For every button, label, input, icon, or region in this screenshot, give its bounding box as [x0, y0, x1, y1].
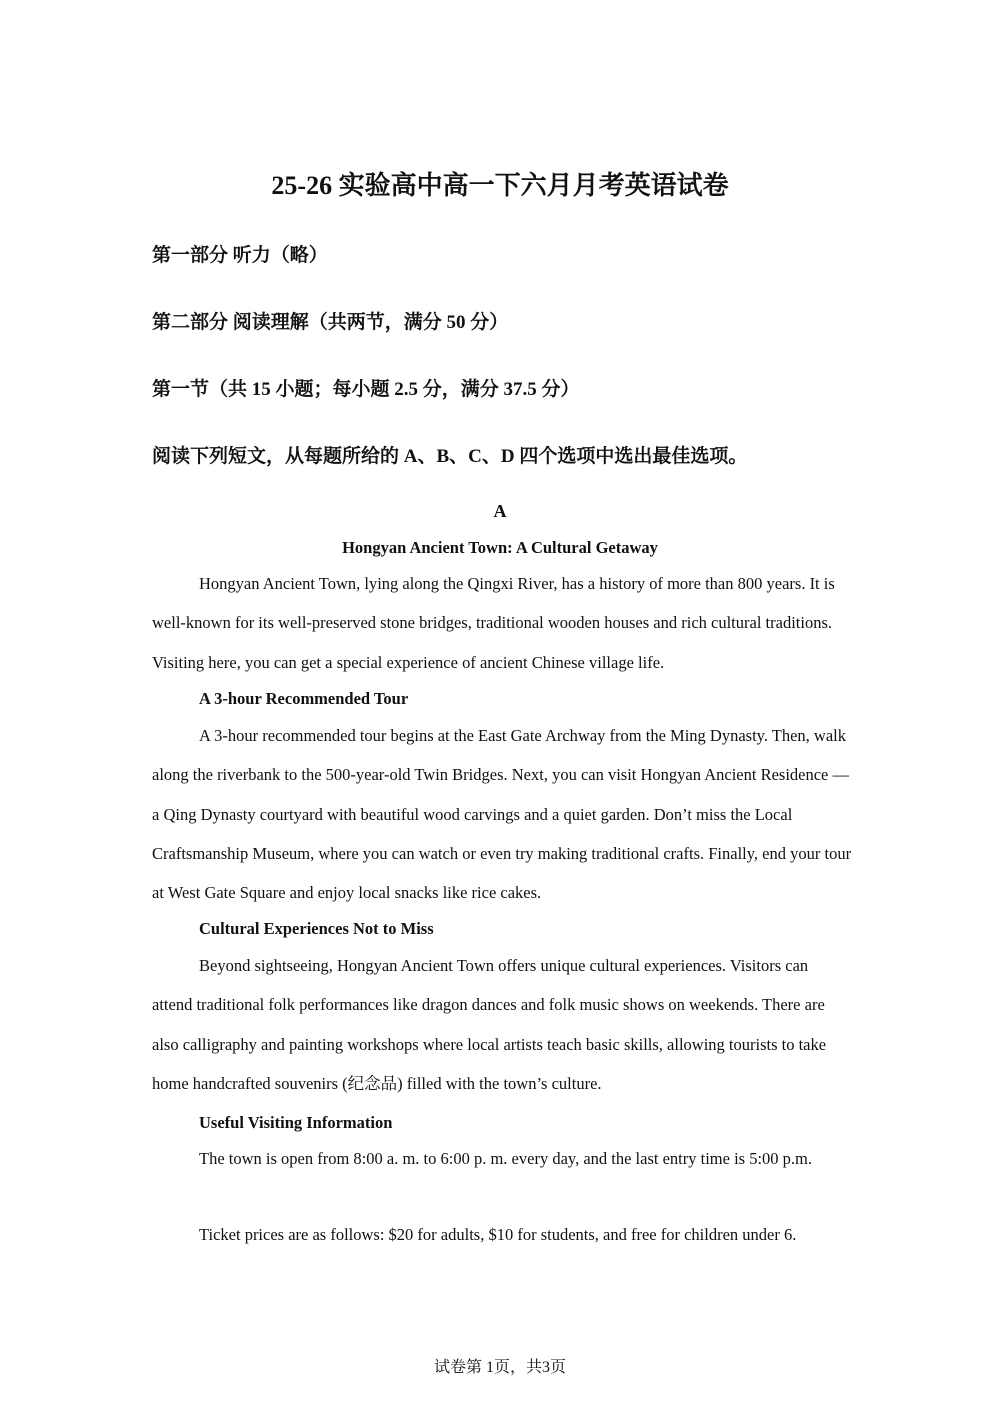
info-heading: Useful Visiting Information — [199, 1113, 393, 1132]
exam-title: 25-26 实验高中高一下六月月考英语试卷 — [271, 171, 729, 200]
culture-paragraph: Beyond sightseeing, Hongyan Ancient Town offers unique cultural experiences. Visitors can attend traditional folk performances like dragon dances and folk music shows on weekends. There are also calligraphy and painting workshops where local artists teach basic skills, allowing tourists to take home handcrafted souvenirs (纪念品) filled with the town’s culture. — [152, 956, 827, 1093]
info-hours-paragraph: The town is open from 8:00 a. m. to 6:00 p. m. every day, and the last entry time is 5:00 p.m. — [199, 1149, 812, 1168]
section1-heading: 第一节（共 15 小题；每小题 2.5 分，满分 37.5 分） — [152, 379, 580, 400]
culture-heading: Cultural Experiences Not to Miss — [199, 919, 434, 938]
part2-heading: 第二部分 阅读理解（共两节，满分 50 分） — [152, 312, 509, 333]
passage-letter: A — [493, 501, 507, 521]
instruction-text: 阅读下列短文，从每题所给的 A、B、C、D 四个选项中选出最佳选项。 — [152, 446, 748, 467]
page-footer: 试卷第 1页，共3页 — [433, 1359, 566, 1376]
tour-heading: A 3-hour Recommended Tour — [199, 689, 409, 708]
part1-heading: 第一部分 听力（略） — [152, 245, 328, 266]
info-tickets-paragraph: Ticket prices are as follows: $20 for adults, $10 for students, and free for children under 6. — [199, 1225, 797, 1244]
tour-paragraph: A 3-hour recommended tour begins at the East Gate Archway from the Ming Dynasty. Then, walk along the riverbank to the 500-year-old Twin Bridges. Next, you can visit Hongyan Ancient Residence — a Qing Dynasty courtyard with beautiful wood carvings and a quiet garden. Don’t miss the Local Craftsmanship Museum, where you can watch or even try making traditional crafts. Finally, end your tour at West Gate Square and enjoy local snacks like rice cakes. — [152, 726, 852, 903]
passage-title: Hongyan Ancient Town: A Cultural Getaway — [342, 538, 658, 557]
intro-paragraph: Hongyan Ancient Town, lying along the Qingxi River, has a history of more than 800 years. It is well-known for its well-preserved stone bridges, traditional wooden houses and rich cultural traditions. Visiting here, you can get a special experience of ancient Chinese village life. — [152, 574, 835, 672]
